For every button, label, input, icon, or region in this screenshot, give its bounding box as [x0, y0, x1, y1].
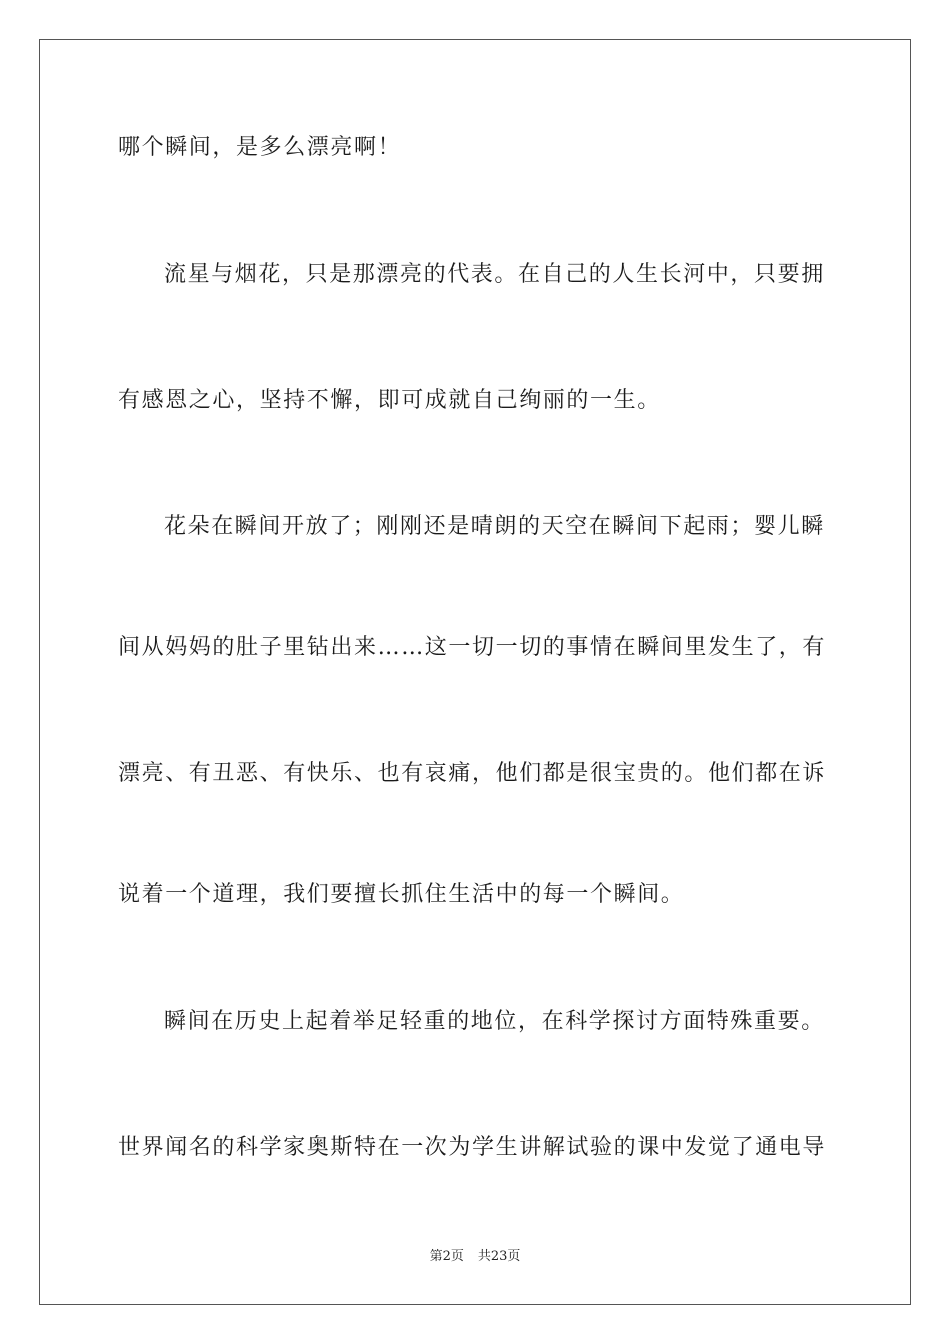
paragraph-start-line-2: 流星与烟花，只是那漂亮的代表。在自己的人生长河中，只要拥: [164, 262, 825, 287]
paragraph-start-line-8: 瞬间在历史上起着举足轻重的地位，在科学探讨方面特殊重要。: [164, 1009, 825, 1034]
text-line-5: 间从妈妈的肚子里钻出来……这一切一切的事情在瞬间里发生了，有: [118, 635, 827, 660]
text-line-1: 哪个瞬间，是多么漂亮啊！: [118, 135, 402, 160]
page-number: 第2页: [429, 1249, 464, 1264]
text-line-3: 有感恩之心，坚持不懈，即可成就自己绚丽的一生。: [118, 388, 661, 413]
text-line-6: 漂亮、有丑恶、有快乐、也有哀痛，他们都是很宝贵的。他们都在诉: [118, 761, 827, 786]
text-line-7: 说着一个道理，我们要擅长抓住生活中的每一个瞬间。: [118, 882, 685, 907]
page-border: [39, 39, 911, 1305]
page-total: 共23页: [477, 1249, 521, 1264]
paragraph-start-line-4: 花朵在瞬间开放了；刚刚还是晴朗的天空在瞬间下起雨；婴儿瞬: [164, 514, 825, 539]
text-line-9: 世界闻名的科学家奥斯特在一次为学生讲解试验的课中发觉了通电导: [118, 1135, 827, 1160]
page-footer: [0, 1248, 950, 1266]
